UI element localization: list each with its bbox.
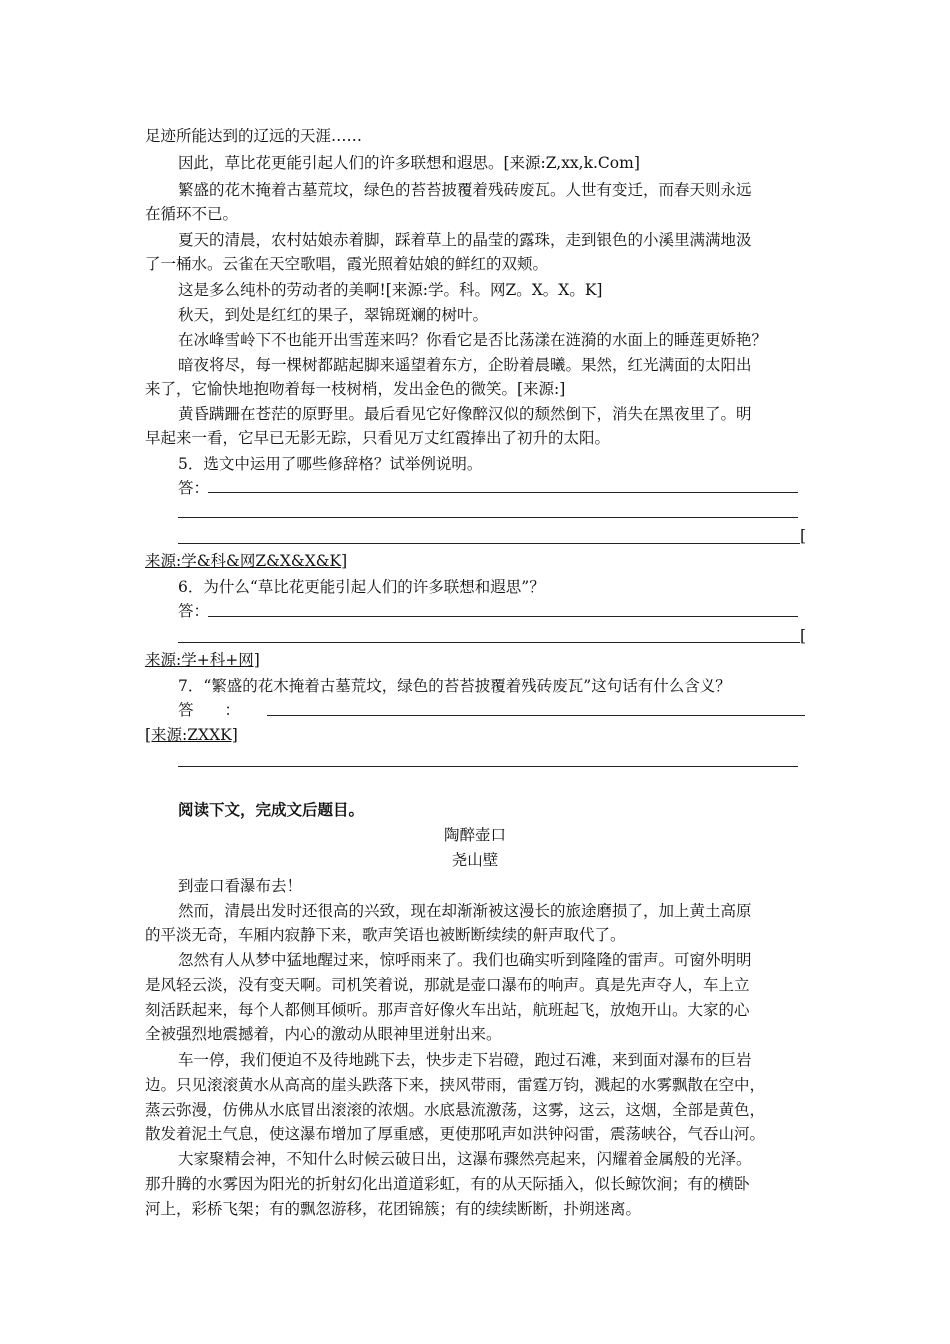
- paragraph-line: 因此，草比花更能引起人们的许多联想和遐思。[来源:Z,xx,k.Com]: [178, 154, 640, 172]
- answer-line[interactable]: [178, 543, 800, 544]
- paragraph-line: 散发着泥土气息，使这瀑布增加了厚重感，更使那吼声如洪钟闷雷，震荡峡谷，气吞山河。: [145, 1125, 766, 1143]
- source-bracket: [: [800, 627, 807, 645]
- paragraph-line: 在冰峰雪岭下不也能开出雪莲来吗？你看它是否比荡漾在涟漪的水面上的睡莲更娇艳？: [178, 331, 768, 349]
- paragraph-line: 那升腾的水雾因为阳光的折射幻化出道道彩虹，有的从天际插入，似长鲸饮涧；有的横卧: [145, 1175, 750, 1193]
- question-7: 7．“繁盛的花木掩着古墓荒坟，绿色的苔苔披覆着残砖废瓦”这句话有什么含义？: [178, 677, 731, 695]
- source-bracket: [: [800, 527, 807, 545]
- paragraph-line: 忽然有人从梦中猛地醒过来，惊呼雨来了。我们也确实听到隆隆的雷声。可窗外明明: [178, 951, 752, 969]
- paragraph-line: 的平淡无奇，车厢内寂静下来，歌声笑语也被断断续续的鼾声取代了。: [145, 926, 626, 944]
- answer-line[interactable]: [178, 517, 798, 518]
- paragraph-line: 边。只见滚滚黄水从高高的崖头跌落下来，挟风带雨，雷霆万钧，溅起的水雾飘散在空中，: [145, 1076, 766, 1094]
- paragraph-line: 在循环不已。: [145, 205, 239, 223]
- source-note: 来源:学&科&网Z&X&X&K]: [145, 552, 348, 570]
- paragraph-line: 黄昏蹒跚在苍茫的原野里。最后看见它好像醉汉似的颓然倒下，消失在黑夜里了。明: [178, 405, 752, 423]
- paragraph-line: 早起来一看，它早已无影无踪，只看见万丈红霞捧出了初升的太阳。: [145, 429, 611, 447]
- source-note: [来源:ZXXK]: [145, 726, 238, 744]
- paragraph-line: 这是多么纯朴的劳动者的美啊![来源:学。科。网Z。X。X。K]: [178, 281, 603, 299]
- passage-title: 陶醉壶口: [443, 826, 506, 844]
- paragraph-line: 车一停，我们便迫不及待地跳下去，快步走下岩磴，跑过石滩，来到面对瀑布的巨岩: [178, 1051, 752, 1069]
- paragraph-line: 河上，彩桥飞架；有的飘忽游移，花团锦簇；有的续续断断，扑朔迷离。: [145, 1200, 642, 1218]
- paragraph-line: 足迹所能达到的辽远的天涯……: [145, 127, 363, 145]
- source-note: 来源:学+科+网]: [145, 651, 260, 669]
- paragraph-line: 然而，清晨出发时还很高的兴致，现在却渐渐被这漫长的旅途磨损了，加上黄土高原: [178, 902, 752, 920]
- answer-label: 答 ：: [178, 701, 241, 719]
- paragraph-line: 暗夜将尽，每一棵树都踮起脚来遥望着东方，企盼着晨曦。果然，红光满面的太阳出: [178, 356, 752, 374]
- answer-label: 答：: [178, 602, 210, 620]
- answer-line[interactable]: [267, 715, 805, 716]
- answer-line[interactable]: [208, 616, 798, 617]
- passage-author: 尧山壁: [451, 851, 499, 869]
- paragraph-line: 大家聚精会神，不知什么时候云破日出，这瀑布骤然亮起来，闪耀着金属般的光泽。: [178, 1150, 752, 1168]
- answer-line[interactable]: [178, 642, 800, 643]
- paragraph-line: 秋天，到处是红红的果子，翠锦斑斓的树叶。: [178, 306, 489, 324]
- answer-line[interactable]: [178, 766, 798, 767]
- answer-label: 答：: [178, 479, 210, 497]
- reading-instruction: 阅读下文，完成文后题目。: [178, 800, 365, 819]
- paragraph-line: 刻活跃起来，每个人都侧耳倾听。那声音好像火车出站，航班起飞，放炮开山。大家的心: [145, 1001, 750, 1019]
- paragraph-line: 到壶口看瀑布去！: [178, 877, 303, 895]
- paragraph-line: 是风轻云淡，没有变天啊。司机笑着说，那就是壶口瀑布的响声。真是先声夺人，车上立: [145, 976, 750, 994]
- paragraph-line: 了一桶水。云雀在天空歌唱，霞光照着姑娘的鲜红的双颊。: [145, 255, 549, 273]
- paragraph-line: 全被强烈地震撼着，内心的激动从眼神里迸射出来。: [145, 1025, 502, 1043]
- paragraph-line: 来了，它愉快地抱吻着每一枝树梢，发出金色的微笑。[来源:]: [145, 380, 566, 398]
- paragraph-line: 繁盛的花木掩着古墓荒坟，绿色的苔苔披覆着残砖废瓦。人世有变迁，而春天则永远: [178, 181, 752, 199]
- paragraph-line: 蒸云弥漫，仿佛从水底冒出滚滚的浓烟。水底悬流激荡，这雾，这云，这烟，全部是黄色，: [145, 1101, 766, 1119]
- question-6: 6．为什么“草比花更能引起人们的许多联想和遐思”？: [178, 578, 545, 596]
- question-5: 5．选文中运用了哪些修辞格？试举例说明。: [178, 455, 483, 473]
- paragraph-line: 夏天的清晨，农村姑娘赤着脚，踩着草上的晶莹的露珠，走到银色的小溪里满满地汲: [178, 231, 752, 249]
- answer-line[interactable]: [208, 492, 798, 493]
